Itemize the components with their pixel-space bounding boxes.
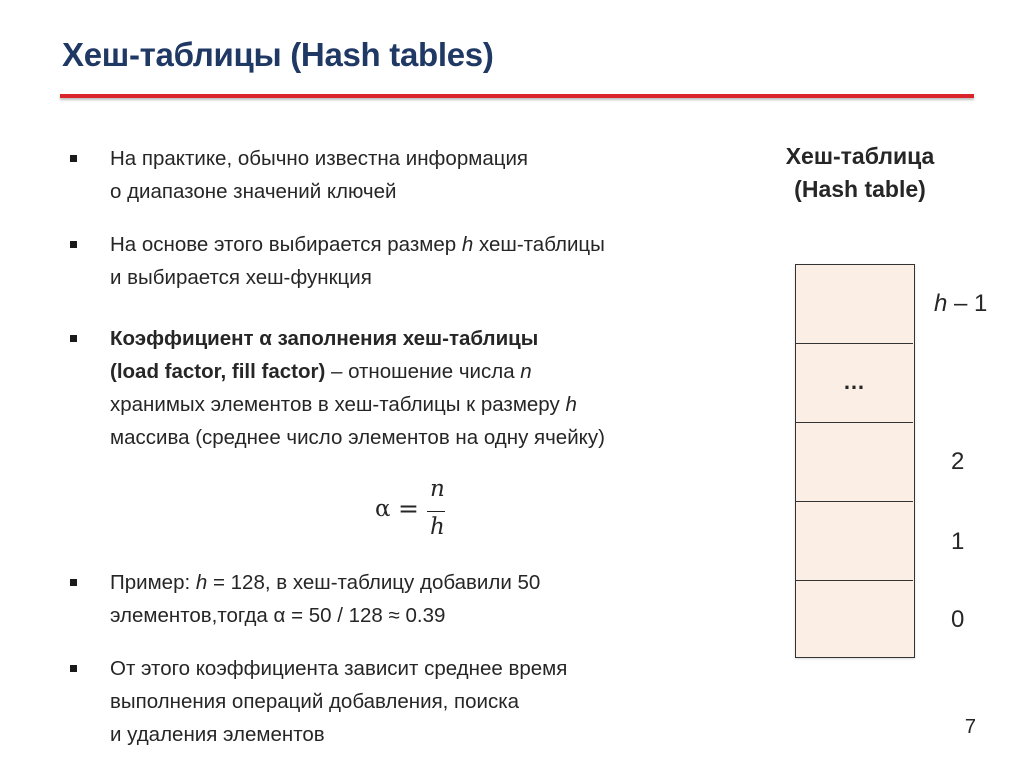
bullet-line bbox=[110, 261, 750, 294]
bullet-text bbox=[110, 652, 750, 751]
formula-equals: = bbox=[398, 494, 419, 523]
text-run: На практике, обычно известна информация bbox=[110, 147, 529, 170]
bullet-text bbox=[110, 142, 750, 208]
text-run: h bbox=[934, 290, 948, 317]
load-factor-formula bbox=[375, 476, 465, 546]
text-run: α bbox=[259, 327, 272, 350]
index-label bbox=[951, 528, 964, 556]
index-label bbox=[934, 290, 987, 318]
text-run: элементов,тогда bbox=[110, 604, 274, 627]
bullet-text bbox=[110, 566, 750, 632]
text-run: Коэффициент bbox=[110, 327, 260, 350]
formula-denominator: h bbox=[430, 514, 445, 540]
bullet-marker bbox=[70, 335, 77, 342]
title-underline bbox=[60, 94, 974, 98]
hash-table-cell bbox=[796, 265, 913, 344]
bullet-line bbox=[110, 142, 750, 175]
text-run: = 50 / 128 ≈ 0.39 bbox=[285, 604, 446, 627]
index-label bbox=[951, 606, 964, 634]
text-run: h bbox=[195, 571, 208, 594]
bullet-line bbox=[110, 599, 750, 632]
text-run: и удаления элементов bbox=[110, 723, 325, 746]
text-run: От этого коэффициента зависит среднее время bbox=[110, 657, 568, 680]
page-number: 7 bbox=[964, 716, 976, 738]
slide-title: Хеш-таблицы (Hash tables) bbox=[62, 36, 494, 73]
text-run: заполнения хеш-таблицы bbox=[271, 327, 539, 350]
bullet-line bbox=[110, 685, 750, 718]
text-run: выполнения операций добавления, поиска bbox=[110, 690, 520, 713]
text-run: h bbox=[461, 233, 474, 256]
index-label bbox=[951, 448, 964, 476]
hash-table-heading-ru: Хеш-таблица bbox=[785, 143, 935, 169]
bullet-line bbox=[110, 322, 750, 355]
text-run: n bbox=[520, 360, 532, 383]
text-run: и выбирается хеш-функция bbox=[110, 266, 372, 289]
formula-alpha: α bbox=[375, 496, 391, 522]
ellipsis-cell-label: … bbox=[843, 369, 866, 394]
bullet-marker bbox=[70, 665, 77, 672]
hash-table-cell bbox=[796, 423, 913, 502]
formula-numerator: n bbox=[430, 476, 445, 502]
bullet-text bbox=[110, 322, 750, 454]
text-run: α bbox=[273, 604, 286, 627]
text-run: 1 bbox=[951, 528, 965, 555]
text-run: (load factor, fill factor) bbox=[110, 360, 326, 383]
text-run: На основе этого выбирается размер bbox=[110, 233, 462, 256]
hash-table-cell bbox=[796, 581, 913, 657]
text-run: о диапазоне значений ключей bbox=[110, 180, 397, 203]
hash-table-diagram bbox=[795, 264, 915, 658]
text-run: массива (среднее число элементов на одну ячейку) bbox=[110, 426, 605, 449]
bullet-marker bbox=[70, 241, 77, 248]
text-run: = 128, в хеш-таблицу добавили 50 bbox=[207, 571, 541, 594]
text-run: 2 bbox=[951, 448, 965, 475]
text-run: хеш-таблицы bbox=[473, 233, 605, 256]
bullet-line bbox=[110, 718, 750, 751]
bullet-line bbox=[110, 652, 750, 685]
text-run: Пример: bbox=[110, 571, 196, 594]
text-run: – отношение числа bbox=[325, 360, 521, 383]
bullet-line bbox=[110, 355, 750, 388]
bullet-line bbox=[110, 421, 750, 454]
fraction-bar bbox=[427, 511, 445, 512]
bullet-line bbox=[110, 388, 750, 421]
hash-table-cell bbox=[796, 502, 913, 581]
bullet-marker bbox=[70, 155, 77, 162]
bullet-line bbox=[110, 175, 750, 208]
bullet-line bbox=[110, 228, 750, 261]
bullet-line bbox=[110, 566, 750, 599]
text-run: хранимых элементов в хеш-таблицы к размеру bbox=[110, 393, 566, 416]
bullet-text bbox=[110, 228, 750, 294]
text-run: h bbox=[565, 393, 577, 416]
hash-table-heading bbox=[755, 140, 965, 206]
bullet-marker bbox=[70, 579, 77, 586]
hash-table-heading-en: (Hash table) bbox=[794, 176, 926, 202]
text-run: 0 bbox=[951, 606, 965, 633]
text-run: – 1 bbox=[947, 290, 988, 317]
